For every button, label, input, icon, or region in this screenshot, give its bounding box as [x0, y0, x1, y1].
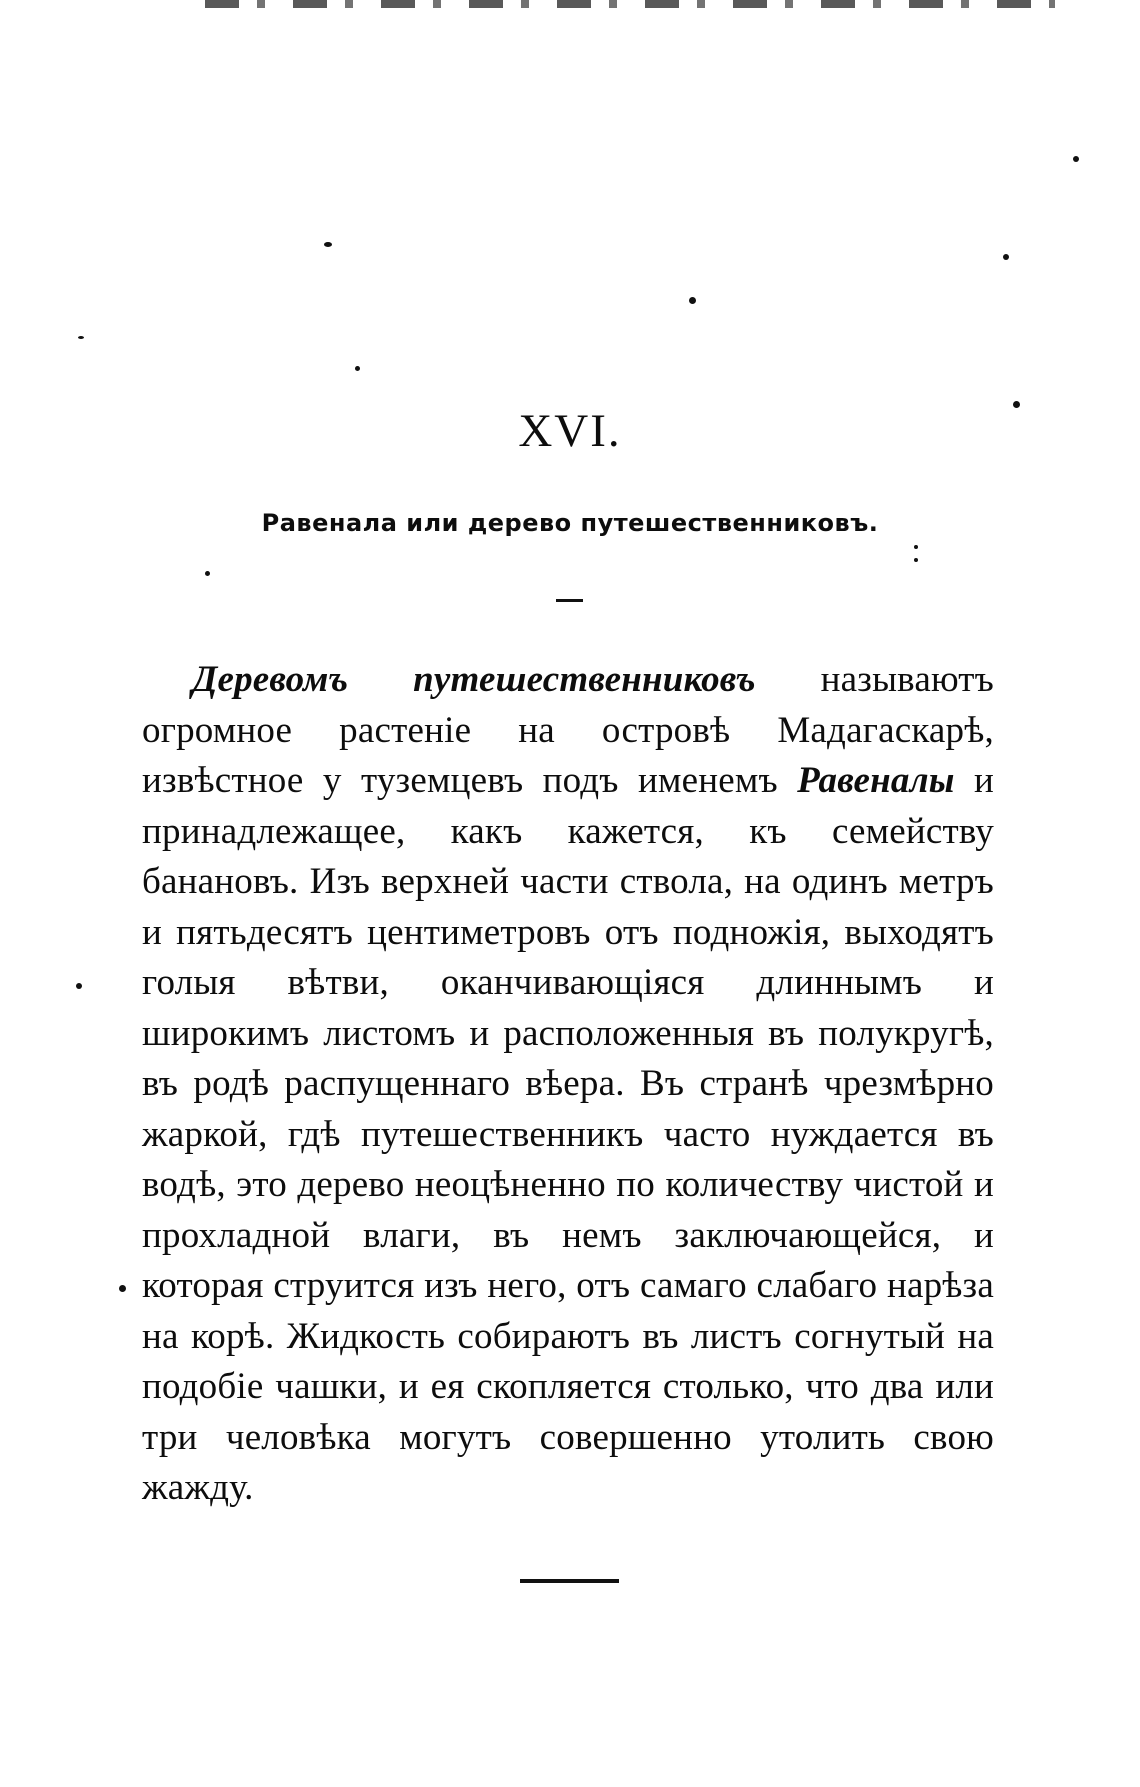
scan-speck: [914, 545, 918, 549]
scan-speck: [119, 1285, 126, 1292]
body-paragraph: [142, 655, 994, 1514]
paragraph-text-part-2: и принадлежащее, какъ кажется, къ семейству банановъ. Изъ верхней части ствола, на одинъ метръ и пятьдесятъ центиметровъ отъ подножія, выходятъ голыя вѣтви, оканчивающіяся длиннымъ и широкимъ листомъ и расположенныя въ полукругѣ, въ родѣ распущеннаго вѣера. Въ странѣ чрезмѣрно жаркой, гдѣ путешественникъ часто нуждается въ водѣ, это дерево неоцѣненно по количеству чистой и прохладной влаги, въ немъ заключающейся, и которая струится изъ него, отъ самаго слабаго нарѣза на корѣ. Жидкость собираютъ въ листъ согнутый на подобіе чашки, и ея скопляется столько, что два или три человѣка могутъ совершенно утолить свою жажду.: [142, 760, 994, 1508]
scan-speck: [205, 571, 210, 576]
paragraph-lead-term: Деревомъ путешественниковъ: [192, 659, 756, 700]
paragraph-text-part-1: называютъ огромное растеніе на островѣ Мадагаскарѣ, извѣстное у туземцевъ подъ именемъ: [142, 659, 995, 801]
divider-rule-top: [556, 599, 583, 602]
chapter-subtitle: Равенала или дерево путешественниковъ.: [261, 509, 879, 537]
chapter-number: XVI.: [518, 405, 622, 457]
scan-speck: [1013, 401, 1020, 408]
scan-speck: [1003, 254, 1009, 260]
scan-speck: [689, 297, 696, 304]
scan-speck: [1073, 156, 1079, 162]
scan-speck: [324, 242, 332, 247]
scan-speck: [355, 366, 360, 371]
scan-speck: [914, 558, 918, 562]
paragraph-plant-name: Равеналы: [797, 760, 955, 801]
scan-speck: [78, 336, 84, 339]
divider-rule-bottom: [520, 1579, 619, 1583]
scan-top-smudge: [205, 0, 1055, 8]
scan-speck: [76, 983, 82, 989]
